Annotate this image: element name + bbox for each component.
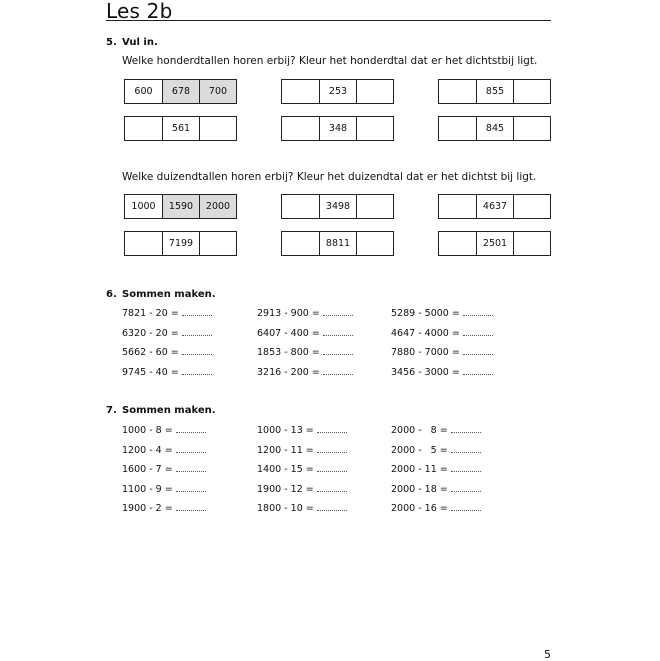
sum-expression: 2000 - 11 = (391, 464, 448, 475)
thousands-cell[interactable]: 1590 (162, 195, 199, 218)
hundreds-cell[interactable] (199, 117, 236, 140)
subtraction-sum (257, 425, 347, 436)
thousands-cell[interactable] (513, 232, 550, 255)
sum-expression: 2000 - 16 = (391, 503, 448, 514)
sum-expression: 7821 - 20 = (122, 308, 179, 319)
hundreds-grid (124, 79, 237, 104)
thousands-grid (281, 231, 394, 256)
exercise-6-title: Sommen maken. (122, 289, 216, 300)
subtraction-sum (257, 484, 347, 495)
subtraction-sum (122, 347, 212, 358)
answer-blank[interactable] (451, 484, 481, 492)
subtraction-sum (122, 367, 212, 378)
thousands-cell[interactable] (439, 195, 476, 218)
thousands-cell[interactable]: 2000 (199, 195, 236, 218)
sum-expression: 2000 - 18 = (391, 483, 448, 495)
thousands-cell[interactable] (282, 195, 319, 218)
answer-blank[interactable] (182, 328, 212, 336)
thousands-cell[interactable] (282, 232, 319, 255)
page-title: Les 2b (106, 0, 173, 23)
hundreds-cell[interactable] (125, 117, 162, 140)
hundreds-instruction: Welke honderdtallen horen erbij? Kleur het honderdtal dat er het dichtstbij ligt. (122, 55, 538, 67)
subtraction-sum (122, 464, 206, 475)
hundreds-grid (281, 116, 394, 141)
sum-expression: 1600 - 7 = (122, 464, 173, 475)
answer-blank[interactable] (463, 367, 493, 375)
hundreds-cell[interactable]: 600 (134, 86, 153, 97)
answer-blank[interactable] (451, 464, 481, 472)
thousands-cell[interactable]: 7199 (162, 232, 199, 255)
subtraction-sum (122, 445, 206, 456)
subtraction-sum (122, 308, 212, 319)
subtraction-sum (391, 367, 493, 378)
thousands-grid (124, 231, 237, 256)
hundreds-cell[interactable] (439, 117, 476, 140)
sum-expression: 1800 - 10 = (257, 503, 314, 514)
subtraction-sum (391, 425, 481, 436)
thousands-cell[interactable]: 2501 (476, 232, 513, 255)
answer-blank[interactable] (317, 425, 347, 433)
hundreds-cell[interactable] (282, 80, 319, 103)
sum-expression: 6320 - 20 = (122, 327, 179, 339)
exercise-5-title: Vul in. (122, 37, 158, 48)
subtraction-sum (391, 464, 481, 475)
hundreds-cell[interactable]: 561 (162, 117, 199, 140)
sum-expression: 1400 - 15 = (257, 464, 314, 475)
answer-blank[interactable] (451, 445, 481, 453)
subtraction-sum (391, 308, 493, 319)
subtraction-sum (391, 347, 493, 358)
exercise-6-number: 6. (106, 289, 117, 300)
sum-expression: 2913 - 900 = (257, 308, 320, 319)
subtraction-sum (391, 328, 493, 339)
thousands-cell[interactable] (125, 232, 162, 255)
answer-blank[interactable] (323, 308, 353, 316)
thousands-cell[interactable]: 1000 (131, 201, 156, 212)
sum-expression: 5662 - 60 = (122, 347, 179, 358)
thousands-cell[interactable] (356, 195, 393, 218)
subtraction-sum (122, 484, 206, 495)
answer-blank[interactable] (323, 328, 353, 336)
sum-expression: 1200 - 4 = (122, 444, 173, 456)
sum-expression: 6407 - 400 = (257, 327, 320, 339)
answer-blank[interactable] (317, 484, 347, 492)
title-rule (106, 20, 551, 21)
exercise-5-number: 5. (106, 37, 117, 48)
subtraction-sum (391, 503, 481, 514)
thousands-cell[interactable] (439, 232, 476, 255)
subtraction-sum (257, 347, 353, 358)
hundreds-cell[interactable]: 253 (319, 80, 356, 103)
thousands-instruction: Welke duizendtallen horen erbij? Kleur het duizendtal dat er het dichtst bij ligt. (122, 171, 537, 183)
thousands-grid (124, 194, 237, 219)
hundreds-cell[interactable] (356, 117, 393, 140)
sum-expression: 4647 - 4000 = (391, 327, 460, 339)
sum-expression: 1100 - 9 = (122, 483, 173, 495)
answer-blank[interactable] (176, 503, 206, 511)
hundreds-grid (438, 79, 551, 104)
exercise-7-number: 7. (106, 405, 117, 416)
subtraction-sum (257, 503, 347, 514)
answer-blank[interactable] (182, 308, 212, 316)
hundreds-cell[interactable] (513, 80, 550, 103)
hundreds-cell[interactable]: 700 (199, 80, 236, 103)
hundreds-cell[interactable]: 855 (476, 80, 513, 103)
sum-expression: 1853 - 800 = (257, 347, 320, 358)
sum-expression: 9745 - 40 = (122, 366, 179, 378)
answer-blank[interactable] (176, 484, 206, 492)
sum-expression: 7880 - 7000 = (391, 347, 460, 358)
hundreds-grid (438, 116, 551, 141)
hundreds-cell[interactable] (282, 117, 319, 140)
sum-expression: 1900 - 2 = (122, 503, 173, 514)
hundreds-cell[interactable] (356, 80, 393, 103)
hundreds-cell[interactable]: 348 (319, 117, 356, 140)
hundreds-cell[interactable]: 678 (162, 80, 199, 103)
subtraction-sum (257, 464, 347, 475)
answer-blank[interactable] (176, 445, 206, 453)
answer-blank[interactable] (176, 425, 206, 433)
page-number: 5 (544, 648, 551, 661)
thousands-cell[interactable] (356, 232, 393, 255)
hundreds-cell[interactable] (513, 117, 550, 140)
hundreds-grid (124, 116, 237, 141)
subtraction-sum (257, 308, 353, 319)
subtraction-sum (122, 425, 206, 436)
answer-blank[interactable] (323, 347, 353, 355)
hundreds-grid (281, 79, 394, 104)
sum-expression: 1200 - 11 = (257, 444, 314, 456)
answer-blank[interactable] (323, 367, 353, 375)
thousands-cell[interactable]: 3498 (319, 195, 356, 218)
sum-expression: 1000 - 8 = (122, 425, 173, 436)
thousands-cell[interactable]: 4637 (476, 195, 513, 218)
thousands-grid (438, 194, 551, 219)
exercise-7-heading (106, 405, 216, 416)
subtraction-sum (257, 445, 347, 456)
thousands-cell[interactable] (199, 232, 236, 255)
sum-expression: 3456 - 3000 = (391, 366, 460, 378)
answer-blank[interactable] (317, 503, 347, 511)
subtraction-sum (122, 328, 212, 339)
exercise-7-title: Sommen maken. (122, 405, 216, 416)
sum-expression: 2000 - 8 = (391, 425, 448, 436)
answer-blank[interactable] (176, 464, 206, 472)
hundreds-cell[interactable]: 845 (476, 117, 513, 140)
answer-blank[interactable] (182, 347, 212, 355)
answer-blank[interactable] (463, 328, 493, 336)
exercise-5-heading (106, 37, 158, 48)
answer-blank[interactable] (463, 347, 493, 355)
answer-blank[interactable] (451, 425, 481, 433)
subtraction-sum (391, 445, 481, 456)
subtraction-sum (257, 367, 353, 378)
sum-expression: 1900 - 12 = (257, 483, 314, 495)
answer-blank[interactable] (451, 503, 481, 511)
sum-expression: 3216 - 200 = (257, 366, 320, 378)
exercise-6-heading (106, 289, 216, 300)
subtraction-sum (391, 484, 481, 495)
thousands-grid (281, 194, 394, 219)
sum-expression: 5289 - 5000 = (391, 308, 460, 319)
answer-blank[interactable] (317, 445, 347, 453)
thousands-cell[interactable]: 8811 (319, 232, 356, 255)
answer-blank[interactable] (182, 367, 212, 375)
thousands-grid (438, 231, 551, 256)
hundreds-cell[interactable] (439, 80, 476, 103)
answer-blank[interactable] (317, 464, 347, 472)
sum-expression: 2000 - 5 = (391, 444, 448, 456)
sum-expression: 1000 - 13 = (257, 425, 314, 436)
subtraction-sum (257, 328, 353, 339)
thousands-cell[interactable] (513, 195, 550, 218)
subtraction-sum (122, 503, 206, 514)
answer-blank[interactable] (463, 308, 493, 316)
